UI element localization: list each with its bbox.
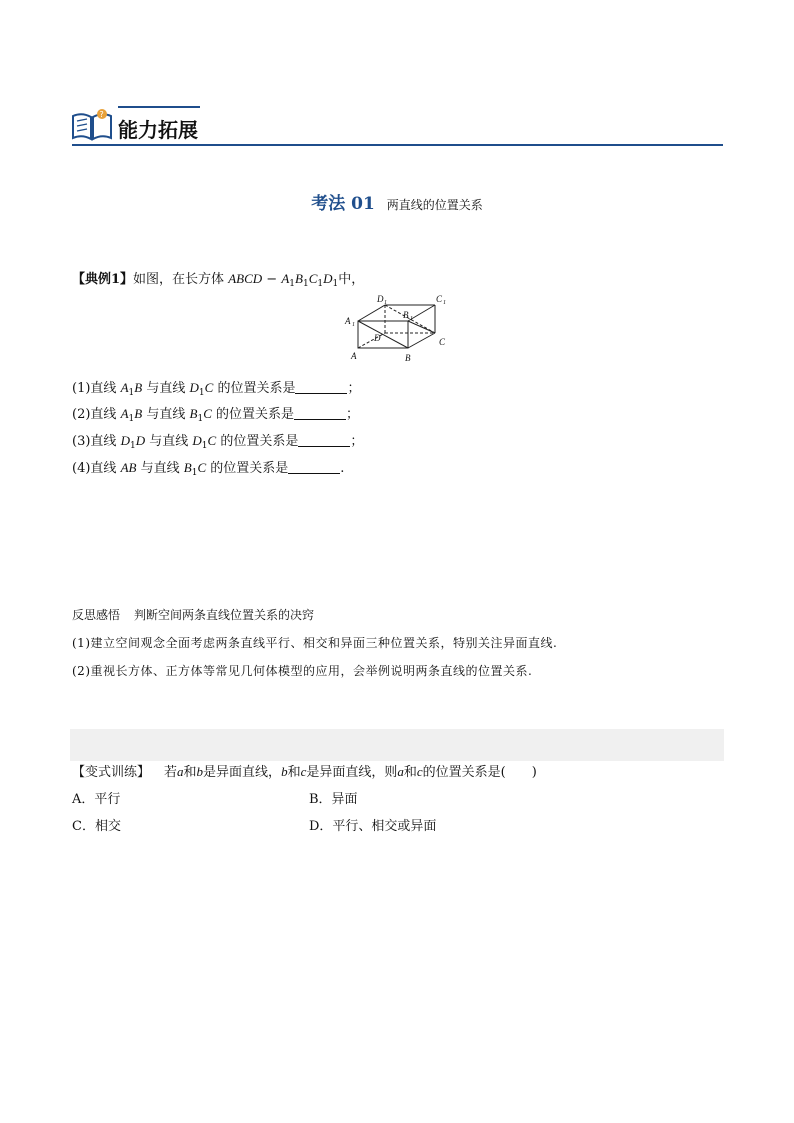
method-subtitle: 两直线的位置关系: [386, 198, 483, 212]
example-intro-text: 如图，在长方体: [133, 272, 229, 287]
svg-text:1: 1: [443, 300, 446, 306]
question-2: (2)直线 $A_1B$ 与直线 $B_1C$ 的位置关系是 ；: [72, 406, 360, 424]
option-d[interactable]: D．平行、相交或异面: [309, 819, 437, 834]
label-A1: A: [345, 316, 351, 326]
reflection-subtitle: 判断空间两条直线位置关系的决窍: [134, 608, 315, 622]
reflection-heading: [72, 606, 314, 623]
option-c[interactable]: C．相交: [72, 819, 121, 834]
example-intro: 【典例1】如图，在长方体 ABCD − $A_1B_1C_1D_1$中，: [72, 271, 365, 289]
label-A: A: [351, 351, 357, 361]
solid-name: ABCD: [228, 271, 263, 286]
section-title: 能力拓展: [118, 118, 198, 142]
example-tag: 【典例1】: [72, 272, 134, 287]
svg-text:1: 1: [384, 300, 387, 306]
option-b[interactable]: B．异面: [309, 792, 358, 807]
label-D: D: [374, 333, 381, 343]
svg-text:?: ?: [99, 110, 104, 119]
question-3: (3)直线 $D_1D$ 与直线 $D_1C$ 的位置关系是 ；: [72, 433, 364, 451]
svg-text:1: 1: [352, 322, 355, 328]
label-B: B: [405, 353, 411, 363]
label-D1: D: [377, 294, 384, 304]
cuboid-figure: [343, 293, 453, 365]
label-B1: B: [403, 310, 409, 320]
reflection-item-1: (1)建立空间观念全面考虑两条直线平行、相交和异面三种位置关系，特别关注异面直线.: [72, 636, 558, 650]
method-label: 考法 01: [311, 194, 375, 214]
svg-text:1: 1: [410, 316, 413, 322]
training-question: 【变式训练】 若a和b是异面直线，b和c是异面直线，则a和c的位置关系是( ): [72, 764, 537, 780]
reflection-title: 反思感悟: [72, 608, 121, 622]
header-bottom-rule: [72, 144, 723, 146]
gray-band: [70, 729, 724, 761]
answer-blank[interactable]: [298, 434, 350, 447]
label-C1: C: [436, 294, 443, 304]
answer-blank[interactable]: [288, 461, 340, 474]
method-heading: [0, 189, 794, 214]
answer-blank[interactable]: [294, 407, 346, 420]
open-book-icon: [70, 108, 114, 142]
training-tag: 【变式训练】: [72, 765, 151, 780]
question-4: (4)直线 AB 与直线 $B_1C$ 的位置关系是 .: [72, 460, 345, 478]
answer-blank[interactable]: [295, 381, 347, 394]
header-top-rule: [118, 106, 200, 108]
reflection-item-2: (2)重视长方体、正方体等常见几何体模型的应用，会举例说明两条直线的位置关系.: [72, 664, 533, 678]
option-a[interactable]: A．平行: [72, 792, 121, 807]
label-C: C: [439, 337, 446, 347]
question-1: (1)直线 $A_1B$ 与直线 $D_1C$ 的位置关系是 ；: [72, 380, 361, 398]
